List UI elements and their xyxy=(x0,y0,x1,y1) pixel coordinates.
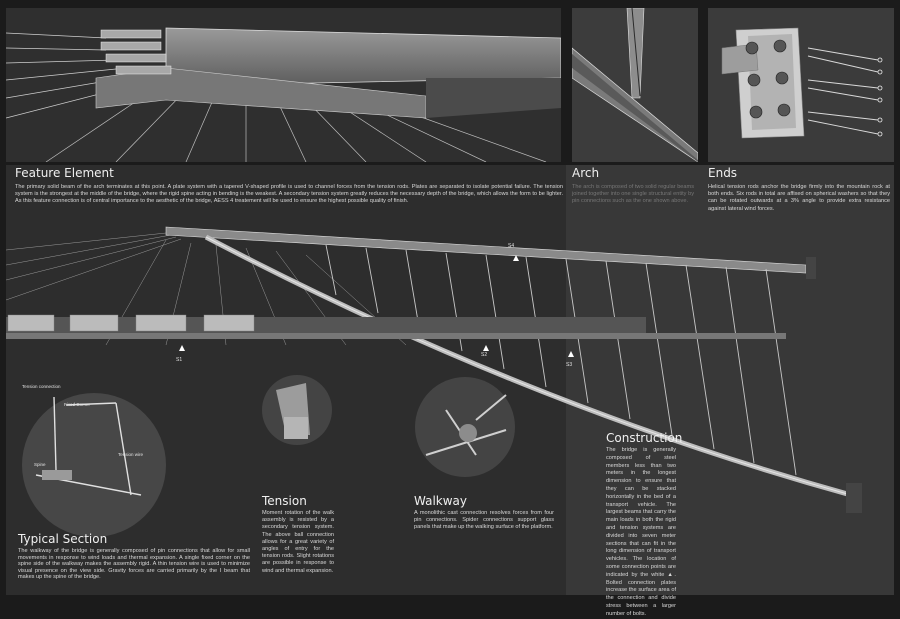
walkway-heading: Walkway xyxy=(414,494,468,508)
ends-render xyxy=(708,8,894,162)
label-fixed-corner: Fixed Corner xyxy=(64,402,91,407)
label-spine: Spine xyxy=(34,462,46,467)
feature-heading: Feature Element xyxy=(15,166,114,180)
marker-s3: S3 xyxy=(566,362,573,368)
feature-render-drawing xyxy=(6,8,561,162)
marker-s4: S4 xyxy=(508,243,515,249)
feature-render xyxy=(6,8,561,162)
typical-heading: Typical Section xyxy=(18,532,108,546)
tension-body: Moment rotation of the walk assembly is resisted by a secondary tension system. The above ball connection allows for a great variety of angles of entry for the tension rods. Slight rotations are possible in response to wind and thermal expansion. xyxy=(262,510,334,574)
arch-heading: Arch xyxy=(572,166,600,180)
marker-s2: S2 xyxy=(481,352,488,358)
label-tension-connection: Tension connection xyxy=(22,384,61,389)
label-tension-wire: Tension wire xyxy=(118,452,144,457)
walkway-body: A monolithic cast connection resolves forces from four pin connections. Spider connections support glass panels that make up the walking surface of the platform. xyxy=(414,510,554,531)
arch-render-drawing xyxy=(572,8,698,162)
ends-render-drawing xyxy=(708,8,894,162)
construction-heading: Construction xyxy=(606,431,683,445)
arch-render xyxy=(572,8,698,162)
marker-s1: S1 xyxy=(176,357,183,363)
tension-heading: Tension xyxy=(262,494,307,508)
ends-heading: Ends xyxy=(708,166,738,180)
construction-body: The bridge is generally composed of steel members less than two meters in the longest dimension to ensure that they can be stacked horizontally in the bed of a transport vehicle. The largest beams that carry the main loads in both the rigid and tension systems are divided into seven meter sections that can fit in the long dimension of transport vehicles. The location of some connection points are indicated by the white ▲. Bolted connection plates increase the surface area of the connection and divide stress between a larger number of bolts. xyxy=(606,447,676,617)
typical-body: The walkway of the bridge is generally composed of pin connections that allow for small movements in response to wind loads and thermal expansion. A single fixed corner on the spine side of the walkway makes the assembly rigid. A thin tension wire is used to minimize visual presence on the view side. Gravity forces are carried primarily by the I beam that makes up the spine of the bridge. xyxy=(18,548,250,580)
feature-body: The primary solid beam of the arch terminates at this point. A plate system with a tapered V-shaped profile is used to channel forces from the tension rods. Plates are separated to isolate potential failure. The tension system is the strongest at the middle of the bridge, where the rigid spine acting in bending is the weakest. A secondary tension system greatly reduces the necessary depth of the bridge, which allows the form to be lighter. As this feature connection is of central importance to the aesthetic of the bridge, AESS 4 treatement will be used to ensure the highest possible quality of finish. xyxy=(15,184,563,205)
arch-body: The arch is composed of two solid regular beams joined together into one single structural entity by pin connections such as the one shown above. xyxy=(572,184,694,205)
ends-body: Helical tension rods anchor the bridge firmly into the mountain rock at both ends. Six rods in total are affixed on spherical washers so that they can be rotated outwards at a 3% angle to provide extra resistance against lateral wind forces. xyxy=(708,184,890,212)
